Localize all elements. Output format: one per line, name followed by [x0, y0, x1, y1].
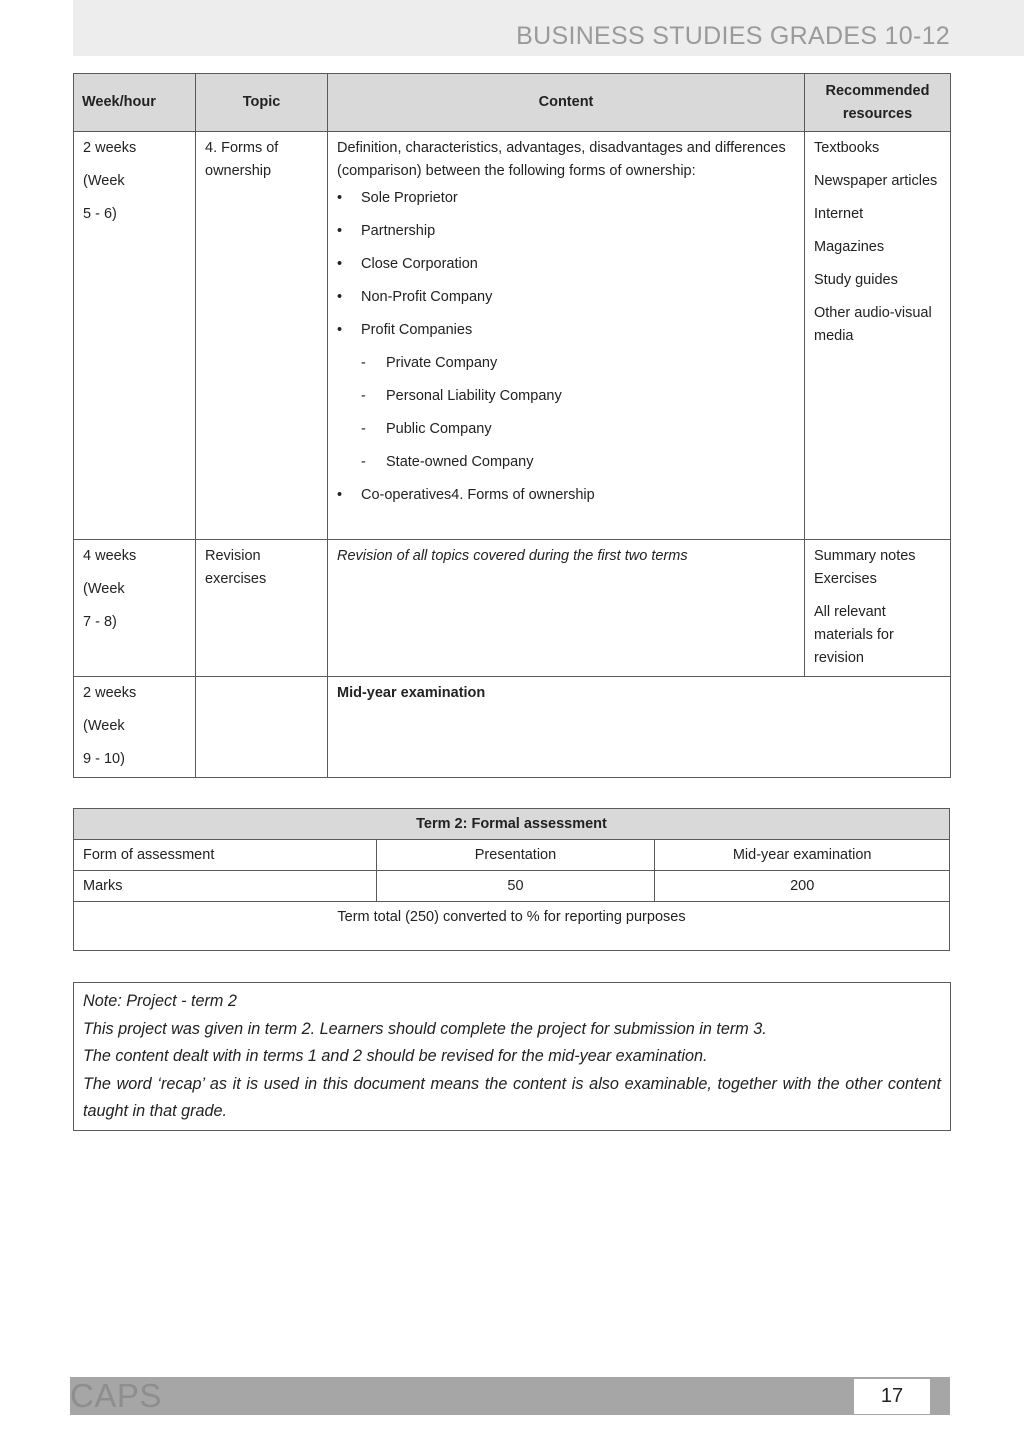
list-item: • Partnership	[337, 223, 436, 239]
project-note	[73, 982, 951, 1131]
table-row	[74, 871, 950, 902]
sub-list-item: - Public Company	[361, 421, 492, 437]
list-item: • Profit Companies - Private Company - Personal Liability Company - Public Company - State-owned Company	[337, 319, 795, 474]
table-cell: Marks	[74, 871, 377, 902]
header-recommended-resources: Recommended resources	[805, 74, 951, 132]
table-header-row	[74, 74, 951, 132]
list-item: • Sole Proprietor	[337, 190, 458, 206]
table-row	[74, 540, 951, 677]
term-total: Term total (250) converted to % for reporting purposes	[74, 902, 950, 951]
note-line: This project was given in term 2. Learners should complete the project for submission in term 3.	[83, 1019, 767, 1038]
content-cell	[328, 132, 805, 540]
table-row	[74, 809, 950, 840]
topic-cell	[196, 677, 328, 778]
profit-companies-sublist	[361, 352, 795, 474]
table-row	[74, 677, 951, 778]
week-cell: 2 weeks (Week 9 - 10)	[74, 677, 196, 778]
note-line: The word ‘recap’ as it is used in this document means the content is also examinable, together with the other content taught in that grade.	[83, 1074, 941, 1121]
table-cell: Form of assessment	[74, 840, 377, 871]
ownership-forms-list	[337, 187, 795, 507]
table-cell: Presentation	[376, 840, 655, 871]
content-cell: Mid-year examination	[328, 677, 951, 778]
formal-assessment-table	[73, 808, 950, 951]
week-cell: 4 weeks (Week 7 - 8)	[74, 540, 196, 677]
page-number: 17	[854, 1379, 930, 1414]
footer-label: CAPS	[70, 1377, 162, 1414]
assessment-title: Term 2: Formal assessment	[74, 809, 950, 840]
week-cell: 2 weeks (Week 5 - 6)	[74, 132, 196, 540]
table-row	[74, 840, 950, 871]
note-line: Note: Project - term 2	[83, 992, 237, 1010]
resources-cell: Summary notes Exercises All relevant materials for revision	[805, 540, 951, 677]
header-content: Content	[328, 74, 805, 132]
header-week-hour: Week/hour	[74, 74, 196, 132]
document-title: BUSINESS STUDIES GRADES 10-12	[516, 22, 950, 50]
footer-band	[70, 1377, 950, 1415]
sub-list-item: - State-owned Company	[361, 454, 534, 470]
content-cell: Revision of all topics covered during the first two terms	[328, 540, 805, 677]
topic-cell: Revision exercises	[196, 540, 328, 677]
table-row	[74, 132, 951, 540]
table-cell: 200	[655, 871, 950, 902]
table-cell: Mid-year examination	[655, 840, 950, 871]
sub-list-item: - Personal Liability Company	[361, 388, 562, 404]
note-line: The content dealt with in terms 1 and 2 should be revised for the mid-year examination.	[83, 1047, 708, 1066]
list-item: • Close Corporation	[337, 256, 478, 272]
list-item: • Co-operatives4. Forms of ownership	[337, 487, 595, 503]
topic-cell: 4. Forms of ownership	[196, 132, 328, 540]
work-schedule-table	[73, 73, 951, 778]
table-row	[74, 902, 950, 951]
list-item: • Non-Profit Company	[337, 289, 493, 305]
header-topic: Topic	[196, 74, 328, 132]
sub-list-item: - Private Company	[361, 355, 498, 371]
resources-cell: Textbooks Newspaper articles Internet Magazines Study guides Other audio-visual media	[805, 132, 951, 540]
content-intro: Definition, characteristics, advantages, disadvantages and differences (comparison) between the following forms of ownership:	[337, 140, 786, 179]
table-cell: 50	[376, 871, 655, 902]
